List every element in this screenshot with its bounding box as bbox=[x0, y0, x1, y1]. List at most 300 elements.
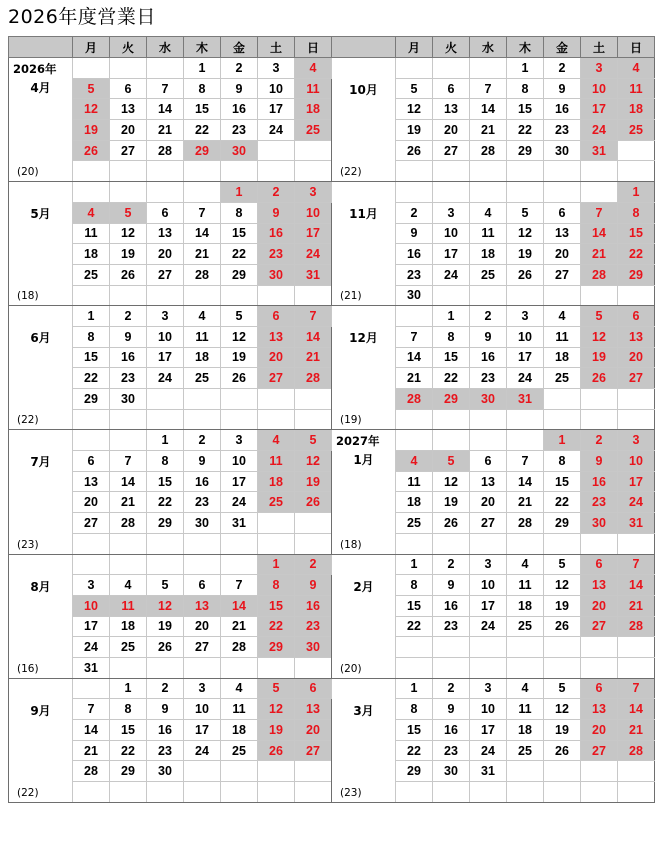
day-cell: 13 bbox=[258, 326, 295, 347]
empty-day-cell bbox=[470, 533, 507, 554]
day-cell: 13 bbox=[184, 595, 221, 616]
day-cell: 25 bbox=[110, 637, 147, 658]
day-cell: 4 bbox=[618, 58, 655, 79]
day-cell: 2 bbox=[258, 182, 295, 203]
day-cell: 12 bbox=[147, 595, 184, 616]
day-cell: 19 bbox=[396, 120, 433, 141]
day-cell: 6 bbox=[618, 306, 655, 327]
empty-day-cell bbox=[295, 657, 332, 678]
empty-day-cell bbox=[618, 533, 655, 554]
day-cell: 3 bbox=[147, 306, 184, 327]
empty-day-cell bbox=[507, 285, 544, 306]
empty-day-cell bbox=[184, 161, 221, 182]
day-cell: 17 bbox=[470, 720, 507, 741]
day-cell: 11 bbox=[618, 78, 655, 99]
day-cell: 18 bbox=[73, 244, 110, 265]
day-cell: 7 bbox=[147, 78, 184, 99]
empty-day-cell bbox=[618, 657, 655, 678]
empty-day-cell bbox=[110, 161, 147, 182]
day-cell: 21 bbox=[470, 120, 507, 141]
empty-day-cell bbox=[618, 285, 655, 306]
empty-day-cell bbox=[618, 140, 655, 161]
day-cell: 3 bbox=[618, 430, 655, 451]
day-cell: 1 bbox=[110, 678, 147, 699]
day-cell: 13 bbox=[73, 471, 110, 492]
business-day-count: (16) bbox=[17, 662, 39, 675]
empty-day-cell bbox=[221, 657, 258, 678]
empty-day-cell bbox=[110, 409, 147, 430]
week-row bbox=[9, 554, 655, 575]
day-cell: 4 bbox=[295, 58, 332, 79]
day-cell: 6 bbox=[433, 78, 470, 99]
day-cell: 25 bbox=[507, 740, 544, 761]
day-cell: 31 bbox=[618, 513, 655, 534]
day-cell: 16 bbox=[433, 595, 470, 616]
week-row bbox=[9, 58, 655, 79]
weekday-header: 木 bbox=[507, 37, 544, 58]
empty-day-cell bbox=[396, 657, 433, 678]
day-cell: 1 bbox=[396, 554, 433, 575]
month-name: 9月 bbox=[30, 703, 51, 718]
day-cell: 22 bbox=[147, 492, 184, 513]
day-cell: 9 bbox=[147, 699, 184, 720]
year-label: 2027年 bbox=[336, 434, 380, 449]
empty-day-cell bbox=[184, 533, 221, 554]
day-cell: 31 bbox=[73, 657, 110, 678]
weekday-header: 日 bbox=[295, 37, 332, 58]
day-cell: 5 bbox=[433, 451, 470, 472]
business-day-count: (20) bbox=[340, 662, 362, 675]
day-cell: 16 bbox=[581, 471, 618, 492]
empty-day-cell bbox=[73, 161, 110, 182]
day-cell: 8 bbox=[618, 202, 655, 223]
day-cell: 4 bbox=[110, 575, 147, 596]
day-cell: 25 bbox=[396, 513, 433, 534]
day-cell: 24 bbox=[73, 637, 110, 658]
day-cell: 27 bbox=[581, 616, 618, 637]
day-cell: 23 bbox=[581, 492, 618, 513]
empty-day-cell bbox=[507, 657, 544, 678]
day-cell: 9 bbox=[258, 202, 295, 223]
day-cell: 9 bbox=[433, 699, 470, 720]
day-cell: 24 bbox=[147, 368, 184, 389]
day-cell: 21 bbox=[184, 244, 221, 265]
empty-day-cell bbox=[73, 430, 110, 451]
day-cell: 30 bbox=[295, 637, 332, 658]
day-cell: 2 bbox=[544, 58, 581, 79]
empty-day-cell bbox=[147, 161, 184, 182]
day-cell: 26 bbox=[544, 616, 581, 637]
empty-day-cell bbox=[258, 657, 295, 678]
empty-day-cell bbox=[221, 554, 258, 575]
weekday-header: 月 bbox=[73, 37, 110, 58]
day-cell: 17 bbox=[470, 595, 507, 616]
month-label-cell bbox=[332, 430, 396, 554]
day-cell: 30 bbox=[258, 264, 295, 285]
month-name: 3月 bbox=[353, 703, 374, 718]
day-cell: 4 bbox=[507, 678, 544, 699]
day-cell: 17 bbox=[258, 99, 295, 120]
day-cell: 7 bbox=[295, 306, 332, 327]
business-day-count: (22) bbox=[17, 786, 39, 799]
day-cell: 10 bbox=[258, 78, 295, 99]
day-cell: 29 bbox=[433, 389, 470, 410]
empty-day-cell bbox=[544, 182, 581, 203]
weekday-header: 月 bbox=[396, 37, 433, 58]
day-cell: 7 bbox=[110, 451, 147, 472]
empty-day-cell bbox=[581, 182, 618, 203]
day-cell: 27 bbox=[184, 637, 221, 658]
day-cell: 17 bbox=[221, 471, 258, 492]
day-cell: 12 bbox=[396, 99, 433, 120]
day-cell: 5 bbox=[73, 78, 110, 99]
day-cell: 5 bbox=[147, 575, 184, 596]
day-cell: 20 bbox=[295, 720, 332, 741]
day-cell: 28 bbox=[618, 616, 655, 637]
day-cell: 18 bbox=[396, 492, 433, 513]
day-cell: 27 bbox=[147, 264, 184, 285]
day-cell: 8 bbox=[110, 699, 147, 720]
day-cell: 3 bbox=[258, 58, 295, 79]
day-cell: 29 bbox=[618, 264, 655, 285]
day-cell: 10 bbox=[73, 595, 110, 616]
day-cell: 27 bbox=[433, 140, 470, 161]
empty-day-cell bbox=[433, 533, 470, 554]
day-cell: 5 bbox=[507, 202, 544, 223]
day-cell: 13 bbox=[433, 99, 470, 120]
empty-day-cell bbox=[581, 782, 618, 803]
day-cell: 25 bbox=[184, 368, 221, 389]
day-cell: 30 bbox=[396, 285, 433, 306]
empty-day-cell bbox=[618, 761, 655, 782]
day-cell: 30 bbox=[147, 761, 184, 782]
day-cell: 4 bbox=[507, 554, 544, 575]
weekday-header: 金 bbox=[544, 37, 581, 58]
empty-day-cell bbox=[507, 161, 544, 182]
empty-day-cell bbox=[295, 782, 332, 803]
day-cell: 12 bbox=[295, 451, 332, 472]
empty-day-cell bbox=[258, 389, 295, 410]
week-row bbox=[9, 430, 655, 451]
month-label bbox=[9, 306, 72, 429]
day-cell: 3 bbox=[295, 182, 332, 203]
day-cell: 23 bbox=[396, 264, 433, 285]
day-cell: 2 bbox=[433, 554, 470, 575]
day-cell: 13 bbox=[618, 326, 655, 347]
day-cell: 16 bbox=[221, 99, 258, 120]
day-cell: 22 bbox=[184, 120, 221, 141]
day-cell: 18 bbox=[184, 347, 221, 368]
day-cell: 14 bbox=[221, 595, 258, 616]
month-label-cell bbox=[332, 554, 396, 678]
weekday-header: 土 bbox=[581, 37, 618, 58]
day-cell: 1 bbox=[396, 678, 433, 699]
day-cell: 20 bbox=[544, 244, 581, 265]
day-cell: 21 bbox=[295, 347, 332, 368]
day-cell: 28 bbox=[184, 264, 221, 285]
day-cell: 2 bbox=[110, 306, 147, 327]
empty-day-cell bbox=[433, 58, 470, 79]
empty-day-cell bbox=[581, 761, 618, 782]
empty-day-cell bbox=[184, 554, 221, 575]
day-cell: 13 bbox=[147, 223, 184, 244]
month-name: 8月 bbox=[30, 579, 51, 594]
day-cell: 12 bbox=[544, 699, 581, 720]
day-cell: 25 bbox=[507, 616, 544, 637]
day-cell: 1 bbox=[258, 554, 295, 575]
day-cell: 6 bbox=[470, 451, 507, 472]
empty-day-cell bbox=[110, 782, 147, 803]
day-cell: 26 bbox=[258, 740, 295, 761]
day-cell: 8 bbox=[396, 699, 433, 720]
empty-day-cell bbox=[110, 182, 147, 203]
day-cell: 16 bbox=[110, 347, 147, 368]
day-cell: 3 bbox=[221, 430, 258, 451]
empty-day-cell bbox=[184, 657, 221, 678]
day-cell: 22 bbox=[110, 740, 147, 761]
day-cell: 21 bbox=[221, 616, 258, 637]
empty-day-cell bbox=[295, 513, 332, 534]
day-cell: 7 bbox=[470, 78, 507, 99]
day-cell: 19 bbox=[110, 244, 147, 265]
empty-day-cell bbox=[618, 161, 655, 182]
day-cell: 29 bbox=[544, 513, 581, 534]
day-cell: 26 bbox=[73, 140, 110, 161]
day-cell: 25 bbox=[618, 120, 655, 141]
month-label bbox=[9, 679, 72, 802]
day-cell: 5 bbox=[544, 678, 581, 699]
empty-day-cell bbox=[184, 389, 221, 410]
day-cell: 9 bbox=[544, 78, 581, 99]
day-cell: 12 bbox=[581, 326, 618, 347]
empty-day-cell bbox=[507, 409, 544, 430]
empty-day-cell bbox=[258, 140, 295, 161]
day-cell: 15 bbox=[147, 471, 184, 492]
day-cell: 7 bbox=[618, 678, 655, 699]
business-day-count: (18) bbox=[340, 538, 362, 551]
day-cell: 6 bbox=[258, 306, 295, 327]
empty-day-cell bbox=[581, 389, 618, 410]
day-cell: 1 bbox=[507, 58, 544, 79]
empty-day-cell bbox=[507, 782, 544, 803]
empty-day-cell bbox=[470, 182, 507, 203]
day-cell: 11 bbox=[544, 326, 581, 347]
day-cell: 1 bbox=[618, 182, 655, 203]
day-cell: 19 bbox=[73, 120, 110, 141]
day-cell: 2 bbox=[184, 430, 221, 451]
day-cell: 21 bbox=[110, 492, 147, 513]
day-cell: 1 bbox=[184, 58, 221, 79]
weekday-header: 火 bbox=[433, 37, 470, 58]
empty-day-cell bbox=[147, 58, 184, 79]
day-cell: 15 bbox=[110, 720, 147, 741]
empty-day-cell bbox=[73, 182, 110, 203]
day-cell: 14 bbox=[507, 471, 544, 492]
empty-day-cell bbox=[544, 161, 581, 182]
day-cell: 12 bbox=[110, 223, 147, 244]
month-name: 11月 bbox=[349, 207, 378, 222]
empty-day-cell bbox=[73, 58, 110, 79]
month-name: 5月 bbox=[30, 207, 51, 222]
day-cell: 26 bbox=[295, 492, 332, 513]
day-cell: 9 bbox=[110, 326, 147, 347]
business-day-count: (21) bbox=[340, 290, 362, 303]
day-cell: 24 bbox=[581, 120, 618, 141]
day-cell: 3 bbox=[581, 58, 618, 79]
weekday-header: 金 bbox=[221, 37, 258, 58]
day-cell: 19 bbox=[544, 720, 581, 741]
month-label bbox=[9, 430, 72, 553]
empty-day-cell bbox=[110, 533, 147, 554]
day-cell: 27 bbox=[295, 740, 332, 761]
day-cell: 7 bbox=[581, 202, 618, 223]
day-cell: 29 bbox=[221, 264, 258, 285]
empty-day-cell bbox=[396, 306, 433, 327]
day-cell: 5 bbox=[295, 430, 332, 451]
business-day-count: (23) bbox=[17, 538, 39, 551]
day-cell: 14 bbox=[396, 347, 433, 368]
empty-day-cell bbox=[147, 409, 184, 430]
empty-day-cell bbox=[618, 637, 655, 658]
day-cell: 13 bbox=[581, 699, 618, 720]
business-day-count: (18) bbox=[17, 290, 39, 303]
month-label-cell bbox=[332, 58, 396, 182]
day-cell: 14 bbox=[73, 720, 110, 741]
day-cell: 4 bbox=[544, 306, 581, 327]
day-cell: 21 bbox=[618, 720, 655, 741]
day-cell: 22 bbox=[221, 244, 258, 265]
day-cell: 23 bbox=[221, 120, 258, 141]
day-cell: 25 bbox=[221, 740, 258, 761]
month-label bbox=[332, 306, 395, 429]
business-day-count: (23) bbox=[340, 786, 362, 799]
day-cell: 18 bbox=[507, 720, 544, 741]
empty-day-cell bbox=[396, 182, 433, 203]
empty-day-cell bbox=[258, 285, 295, 306]
day-cell: 29 bbox=[184, 140, 221, 161]
day-cell: 21 bbox=[618, 595, 655, 616]
day-cell: 31 bbox=[470, 761, 507, 782]
day-cell: 9 bbox=[433, 575, 470, 596]
day-cell: 10 bbox=[470, 575, 507, 596]
day-cell: 6 bbox=[73, 451, 110, 472]
business-day-calendar bbox=[8, 36, 655, 803]
weekday-header: 日 bbox=[618, 37, 655, 58]
day-cell: 4 bbox=[396, 451, 433, 472]
day-cell: 22 bbox=[544, 492, 581, 513]
day-cell: 24 bbox=[507, 368, 544, 389]
day-cell: 13 bbox=[470, 471, 507, 492]
day-cell: 17 bbox=[433, 244, 470, 265]
empty-day-cell bbox=[433, 657, 470, 678]
day-cell: 14 bbox=[295, 326, 332, 347]
day-cell: 20 bbox=[110, 120, 147, 141]
day-cell: 27 bbox=[258, 368, 295, 389]
day-cell: 31 bbox=[581, 140, 618, 161]
day-cell: 1 bbox=[73, 306, 110, 327]
empty-day-cell bbox=[110, 58, 147, 79]
day-cell: 8 bbox=[221, 202, 258, 223]
empty-day-cell bbox=[258, 513, 295, 534]
day-cell: 25 bbox=[544, 368, 581, 389]
day-cell: 10 bbox=[470, 699, 507, 720]
day-cell: 3 bbox=[184, 678, 221, 699]
day-cell: 28 bbox=[618, 740, 655, 761]
day-cell: 18 bbox=[618, 99, 655, 120]
day-cell: 21 bbox=[147, 120, 184, 141]
day-cell: 28 bbox=[110, 513, 147, 534]
month-label-cell bbox=[9, 306, 73, 430]
empty-day-cell bbox=[470, 285, 507, 306]
day-cell: 23 bbox=[544, 120, 581, 141]
empty-day-cell bbox=[73, 782, 110, 803]
empty-day-cell bbox=[544, 657, 581, 678]
day-cell: 6 bbox=[581, 554, 618, 575]
empty-day-cell bbox=[618, 782, 655, 803]
day-cell: 11 bbox=[396, 471, 433, 492]
empty-day-cell bbox=[396, 430, 433, 451]
day-cell: 11 bbox=[221, 699, 258, 720]
empty-day-cell bbox=[73, 533, 110, 554]
day-cell: 17 bbox=[618, 471, 655, 492]
day-cell: 5 bbox=[396, 78, 433, 99]
day-cell: 5 bbox=[581, 306, 618, 327]
day-cell: 12 bbox=[221, 326, 258, 347]
month-label bbox=[332, 679, 395, 802]
day-cell: 10 bbox=[581, 78, 618, 99]
day-cell: 20 bbox=[184, 616, 221, 637]
month-label-cell bbox=[332, 182, 396, 306]
month-name: 7月 bbox=[30, 455, 51, 470]
day-cell: 24 bbox=[433, 264, 470, 285]
day-cell: 12 bbox=[258, 699, 295, 720]
day-cell: 7 bbox=[618, 554, 655, 575]
empty-day-cell bbox=[396, 637, 433, 658]
day-cell: 7 bbox=[396, 326, 433, 347]
empty-day-cell bbox=[258, 782, 295, 803]
day-cell: 30 bbox=[544, 140, 581, 161]
day-cell: 20 bbox=[581, 720, 618, 741]
day-cell: 5 bbox=[544, 554, 581, 575]
empty-day-cell bbox=[295, 161, 332, 182]
empty-day-cell bbox=[396, 161, 433, 182]
day-cell: 27 bbox=[618, 368, 655, 389]
day-cell: 12 bbox=[544, 575, 581, 596]
day-cell: 26 bbox=[433, 513, 470, 534]
empty-day-cell bbox=[544, 761, 581, 782]
day-cell: 13 bbox=[110, 99, 147, 120]
day-cell: 20 bbox=[147, 244, 184, 265]
empty-day-cell bbox=[507, 761, 544, 782]
day-cell: 17 bbox=[507, 347, 544, 368]
day-cell: 1 bbox=[433, 306, 470, 327]
day-cell: 19 bbox=[581, 347, 618, 368]
day-cell: 23 bbox=[433, 616, 470, 637]
empty-day-cell bbox=[295, 285, 332, 306]
day-cell: 27 bbox=[73, 513, 110, 534]
day-cell: 3 bbox=[73, 575, 110, 596]
day-cell: 6 bbox=[110, 78, 147, 99]
empty-day-cell bbox=[581, 285, 618, 306]
empty-day-cell bbox=[433, 430, 470, 451]
month-label bbox=[332, 58, 395, 181]
empty-day-cell bbox=[618, 409, 655, 430]
day-cell: 19 bbox=[507, 244, 544, 265]
empty-day-cell bbox=[507, 533, 544, 554]
empty-day-cell bbox=[147, 285, 184, 306]
day-cell: 30 bbox=[433, 761, 470, 782]
day-cell: 13 bbox=[581, 575, 618, 596]
